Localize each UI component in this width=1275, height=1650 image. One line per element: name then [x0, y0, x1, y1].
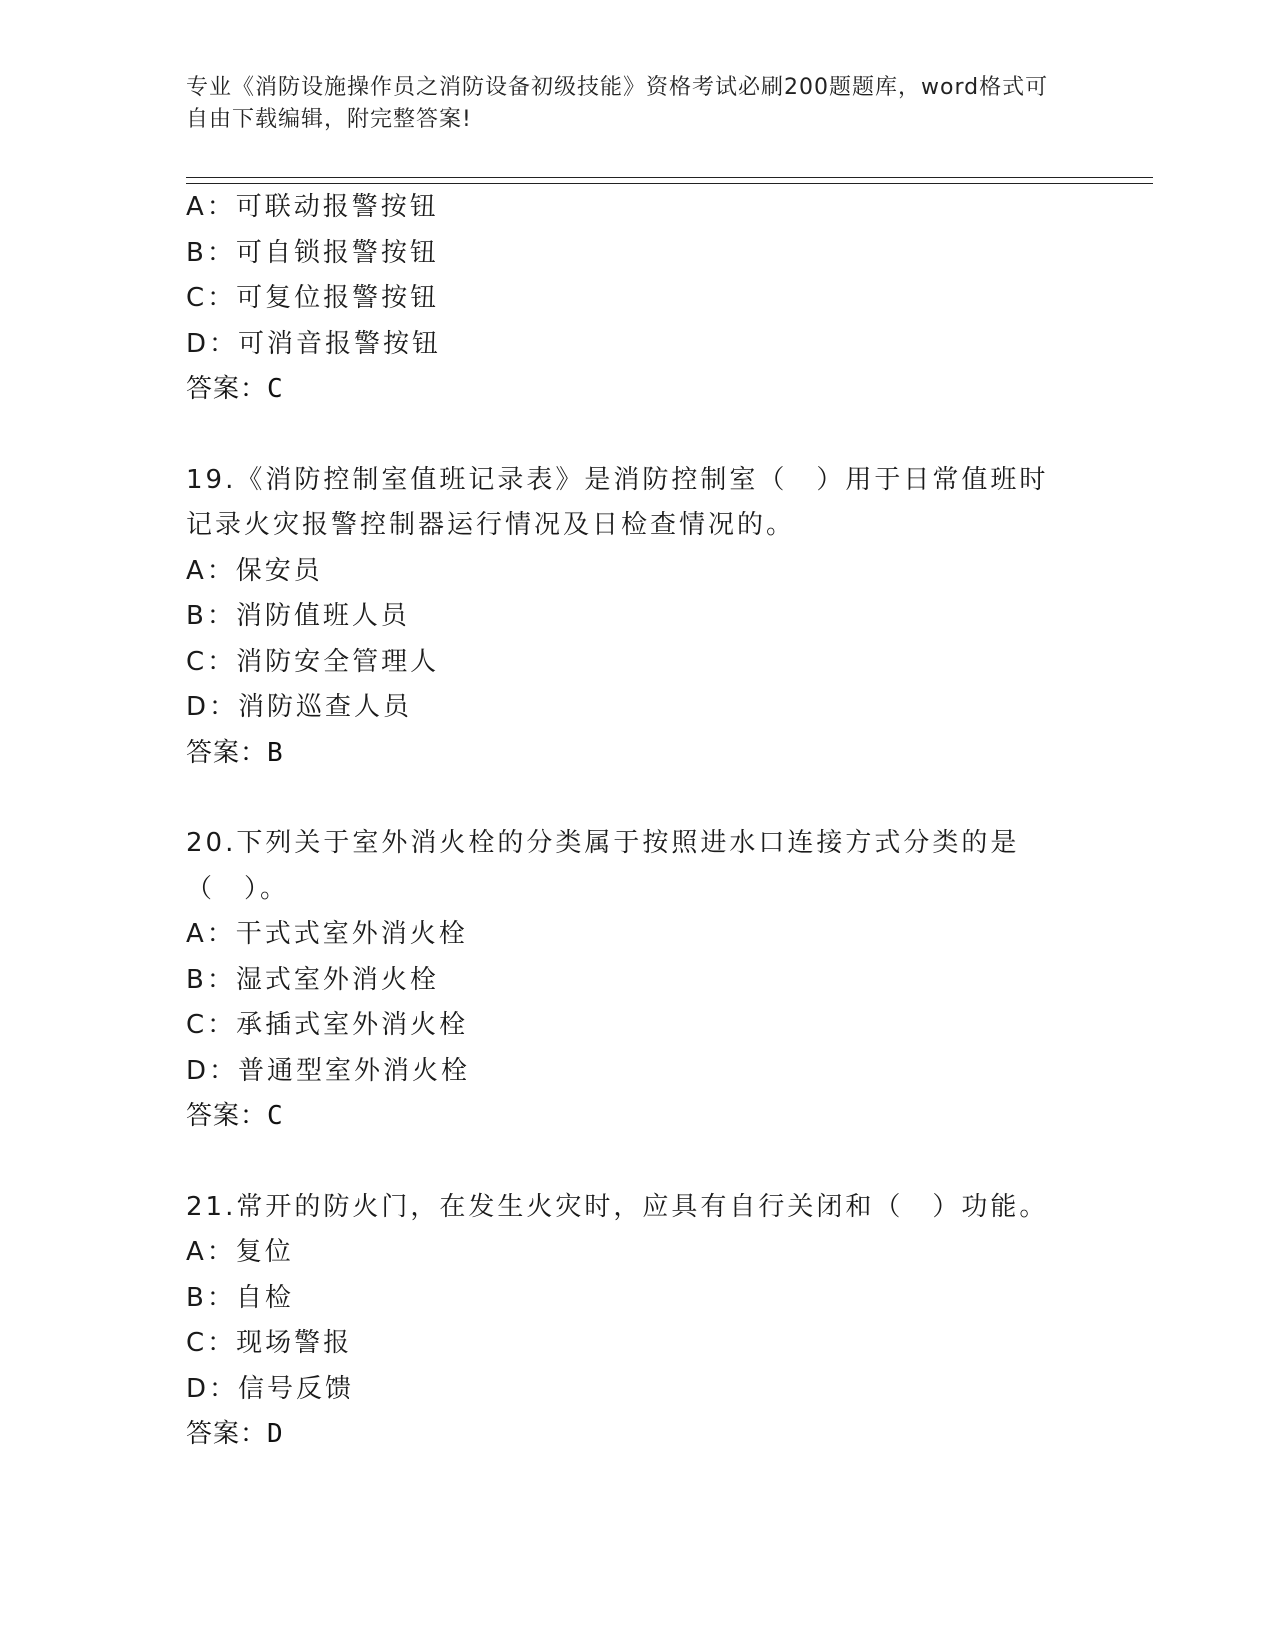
question-20 [186, 821, 1086, 1140]
option-c: C：承插式室外消火栓 [186, 1010, 469, 1040]
answer-label: 答案： [186, 374, 268, 404]
option-a: A：干式式室外消火栓 [186, 919, 468, 949]
option-b: B：湿式室外消火栓 [186, 964, 439, 995]
header-divider [186, 177, 1153, 184]
answer-line [186, 1094, 1086, 1140]
option-c: C：消防安全管理人 [186, 646, 440, 677]
option-a: A：可联动报警按钮 [186, 192, 439, 222]
option-b: B：可自锁报警按钮 [186, 237, 439, 268]
answer-label: 答案： [186, 737, 268, 768]
option-d: D：普通型室外消火栓 [186, 1055, 471, 1086]
option-b: B：自检 [186, 1282, 294, 1313]
question-text: 19.《消防控制室值班记录表》是消防控制室（ ）用于日常值班时记录火灾报警控制器运行情况及日检查情况的。 [186, 464, 1049, 540]
option-b: B：消防值班人员 [186, 601, 410, 631]
answer-line [186, 731, 1086, 777]
answer-value: C [267, 374, 284, 404]
option-d: D：信号反馈 [186, 1373, 355, 1404]
document-header: 专业《消防设施操作员之消防设备初级技能》资格考试必刷200题题库，word格式可自由下载编辑，附完整答案! [186, 75, 1049, 132]
question-text: 20.下列关于室外消火栓的分类属于按照进水口连接方式分类的是（ ）。 [186, 828, 1020, 904]
answer-value: C [267, 1101, 284, 1131]
answer-label: 答案： [186, 1419, 268, 1449]
answer-line [186, 367, 1086, 413]
answer-value: B [267, 737, 284, 768]
option-c: C：现场警报 [186, 1328, 353, 1358]
answer-value: D [267, 1419, 284, 1449]
option-d: D：可消音报警按钮 [186, 328, 442, 359]
question-19 [186, 458, 1086, 777]
option-a: A：复位 [186, 1237, 294, 1267]
question-21 [186, 1185, 1086, 1458]
question-18 [186, 185, 1086, 413]
option-a: A：保安员 [186, 555, 323, 586]
option-d: D：消防巡查人员 [186, 692, 413, 722]
answer-label: 答案： [186, 1101, 268, 1131]
answer-line [186, 1412, 1086, 1458]
option-c: C：可复位报警按钮 [186, 283, 440, 313]
question-list [186, 185, 1086, 1458]
question-text: 21.常开的防火门，在发生火灾时，应具有自行关闭和（ ）功能。 [186, 1191, 1049, 1222]
